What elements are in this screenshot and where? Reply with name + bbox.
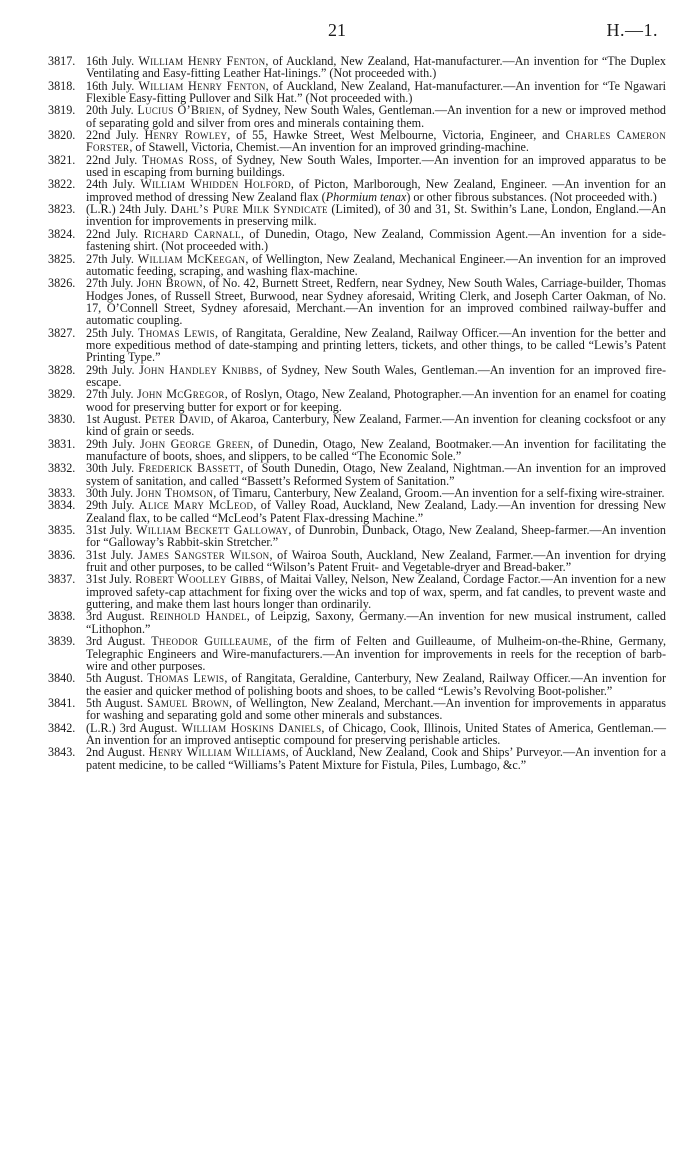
entry-date: (L.R.) 24th July. bbox=[86, 202, 167, 217]
patent-entry bbox=[48, 462, 666, 487]
entry-date: 1st August. bbox=[86, 411, 142, 426]
page-header bbox=[0, 20, 700, 44]
patent-entry bbox=[48, 55, 666, 80]
applicant-name: Samuel Brown bbox=[147, 695, 230, 710]
entry-description: , of Auckland, New Zealand, Hat-manufacturer.—An invention for “Te Ngawari Flexible Easy-fitting Pullover and Silk Hat.” (Not proceeded with.) bbox=[86, 78, 666, 106]
entry-description: , of Valley Road, Auckland, New Zealand, Lady.—An invention for dressing New Zealand flax, to be called “McLeod’s Patent Flax-dressing Machine.” bbox=[86, 498, 666, 525]
entry-description: , of No. 42, Burnett Street, Redfern, near Sydney, New South Wales, Carriage-builder, Thomas Hodges Jones, of Russell Street, Burwood, near Sydney aforesaid, Writing Clerk, and Joseph Carter Oakman, of No. 17, O’Connell Street, Sydney aforesaid, Merchant.—An invention for an improved combined railway-buffer and automatic coupling. bbox=[86, 276, 666, 328]
entry-date: 16th July. bbox=[86, 54, 135, 68]
entry-text bbox=[86, 462, 666, 487]
patent-entry bbox=[48, 697, 666, 722]
applicant-name: William Henry Fenton bbox=[138, 54, 266, 68]
entry-number: 3826. bbox=[48, 276, 76, 291]
entry-text bbox=[86, 697, 666, 722]
patent-entry bbox=[48, 228, 666, 253]
entry-number: 3837. bbox=[48, 572, 76, 587]
entry-text bbox=[86, 228, 666, 253]
applicant-name: William Whidden Holford bbox=[140, 177, 291, 192]
entry-number: 3829. bbox=[48, 387, 76, 402]
entry-date: 22nd July. bbox=[86, 128, 139, 143]
entry-number: 3820. bbox=[48, 128, 76, 143]
patent-entry bbox=[48, 364, 666, 389]
entry-number: 3842. bbox=[48, 720, 76, 735]
patent-entry bbox=[48, 610, 666, 635]
applicant-name: Theodor Guilleaume bbox=[151, 634, 269, 649]
applicant-name: John Handley Knibbs bbox=[139, 362, 260, 377]
entry-text bbox=[86, 722, 666, 747]
entry-number: 3827. bbox=[48, 325, 76, 340]
patent-entry bbox=[48, 277, 666, 326]
entry-text bbox=[86, 672, 666, 697]
entry-description: , of Wellington, New Zealand, Merchant.—An invention for improvements in apparatus for washing and separating gold and some other minerals and substances. bbox=[86, 695, 667, 723]
series-reference: H.—1. bbox=[606, 20, 658, 40]
entry-text bbox=[86, 635, 666, 672]
entry-text bbox=[86, 413, 666, 438]
entry-description: , of Dunedin, Otago, New Zealand, Bootmaker.—An invention for facilitating the manufacture of boots, shoes, and slippers, to be called “The Economic Sole.” bbox=[86, 436, 666, 463]
entry-text bbox=[86, 104, 666, 129]
entry-description: , of Maitai Valley, Nelson, New Zealand, Cordage Factor.—An invention for a new improved safety-cap attachment for fixing over the wicks and top of wax, sperm, and fat candles, to prevent waste and guttering, and make them last hours longer than ordinarily. bbox=[86, 572, 666, 612]
entry-text bbox=[86, 327, 666, 364]
entry-description: , of Sydney, New South Wales, Gentleman.—An invention for an improved fire-escape. bbox=[86, 362, 667, 389]
entry-text bbox=[86, 499, 666, 524]
entry-description: , of Rangitata, Geraldine, Canterbury, New Zealand, Railway Officer.—An invention for the easier and quicker method of polishing boots and shoes, to be called “Lewis’s Revolving Boot-polisher.” bbox=[86, 671, 666, 698]
patent-entry bbox=[48, 549, 666, 574]
applicant-name: Frederick Bassett bbox=[138, 461, 241, 476]
entry-text bbox=[86, 129, 666, 154]
botanical-name: Phormium tenax bbox=[325, 189, 407, 204]
applicant-name: Lucius O’Brien bbox=[137, 103, 222, 118]
entry-description: , of Picton, Marlborough, New Zealand, Engineer. —An invention for an improved method of dressing New Zealand flax ( bbox=[86, 177, 666, 204]
patent-entry bbox=[48, 104, 666, 129]
applicant-name: Dahl’s Pure Milk Syndicate bbox=[170, 202, 328, 217]
entry-description: , of South Dunedin, Otago, New Zealand, Nightman.—An invention for an improved system of sanitation, and called “Bassett’s Reformed System of Sanitation.” bbox=[86, 461, 666, 488]
entry-text bbox=[86, 203, 666, 228]
entry-text bbox=[86, 277, 666, 326]
applicant-name: Henry William Williams bbox=[148, 745, 286, 760]
entry-number: 3830. bbox=[48, 411, 76, 426]
patent-entry bbox=[48, 80, 666, 105]
patent-entry bbox=[48, 129, 666, 154]
entry-date: 3rd August. bbox=[86, 634, 146, 649]
patent-entry bbox=[48, 746, 666, 771]
entry-number: 3834. bbox=[48, 498, 76, 513]
patent-entry bbox=[48, 253, 666, 278]
entry-number: 3821. bbox=[48, 152, 76, 167]
entry-date: 31st July. bbox=[86, 523, 133, 538]
patent-entry bbox=[48, 178, 666, 203]
entry-number: 3822. bbox=[48, 177, 76, 192]
entry-number: 3839. bbox=[48, 634, 76, 649]
entry-date: 31st July. bbox=[86, 547, 134, 562]
applicant-name: John George Green bbox=[139, 436, 251, 451]
entry-date: 30th July. bbox=[86, 461, 135, 476]
entry-number: 3818. bbox=[48, 78, 76, 93]
entry-description: , of Auckland, New Zealand, Cook and Ships’ Purveyor.—An invention for a patent medicine, to be called “Williams’s Patent Mixture for Fistula, Piles, Lumbago, &c.” bbox=[86, 745, 666, 772]
entry-date: 5th August. bbox=[86, 695, 143, 710]
entry-number: 3833. bbox=[48, 486, 76, 501]
entry-number: 3840. bbox=[48, 671, 76, 686]
entry-date: 30th July. bbox=[86, 486, 134, 501]
co-applicant-name: Charles Cameron Forster bbox=[86, 128, 667, 155]
page-number: 21 bbox=[328, 20, 346, 40]
patent-entry bbox=[48, 413, 666, 438]
entry-description: , of Dunedin, Otago, New Zealand, Commission Agent.—An invention for a side-fastening shirt. (Not proceeded with.) bbox=[86, 226, 666, 254]
patent-entry-list bbox=[48, 55, 666, 771]
entry-number: 3841. bbox=[48, 695, 76, 710]
applicant-name: William Beckett Galloway bbox=[135, 523, 289, 538]
patent-entry bbox=[48, 438, 666, 463]
entry-number: 3836. bbox=[48, 547, 76, 562]
entry-date: 2nd August. bbox=[86, 745, 146, 760]
entry-date: 29th July. bbox=[86, 362, 135, 377]
entry-description: , of Chicago, Cook, Illinois, United States of America, Gentleman.—An invention for an improved antiseptic compound for preserving perishable articles. bbox=[86, 720, 666, 747]
entry-date: 20th July. bbox=[86, 103, 134, 118]
entry-description: , of Sydney, New South Wales, Importer.—An invention for an improved apparatus to be used in escaping from burning buildings. bbox=[86, 152, 666, 180]
entry-date: 27th July. bbox=[86, 251, 134, 266]
entry-text bbox=[86, 55, 666, 80]
applicant-name: William Henry Fenton bbox=[138, 78, 266, 93]
entry-number: 3831. bbox=[48, 436, 76, 451]
patent-entry bbox=[48, 573, 666, 610]
applicant-name: John McGregor bbox=[137, 387, 225, 402]
entry-date: (L.R.) 3rd August. bbox=[86, 720, 178, 735]
entry-date: 16th July. bbox=[86, 78, 135, 93]
entry-text bbox=[86, 524, 666, 549]
entry-description: , of Leipzig, Saxony, Germany.—An invention for new musical instrument, called “Lithophon.” bbox=[86, 609, 666, 636]
entry-date: 27th July. bbox=[86, 387, 134, 402]
entry-number: 3832. bbox=[48, 461, 76, 476]
patent-entry bbox=[48, 672, 666, 697]
applicant-name: William McKeegan bbox=[137, 251, 246, 266]
applicant-name: Thomas Lewis bbox=[147, 671, 225, 686]
applicant-name: John Brown bbox=[136, 276, 203, 291]
patent-entry bbox=[48, 722, 666, 747]
entry-date: 24th July. bbox=[86, 177, 136, 192]
applicant-name: Reinhold Handel bbox=[149, 609, 247, 624]
entry-date: 31st July. bbox=[86, 572, 132, 587]
entry-number: 3823. bbox=[48, 202, 76, 217]
entry-number: 3843. bbox=[48, 745, 76, 760]
entry-number: 3825. bbox=[48, 251, 76, 266]
entry-description: , of Auckland, New Zealand, Hat-manufacturer.—An invention for “The Duplex Ventilating and Easy-fitting Leather Hat-linings.” (Not proceeded with.) bbox=[86, 54, 667, 81]
entry-description: , of the firm of Felten and Guilleaume, of Mulheim-on-the-Rhine, Germany, Telegraphic Engineers and Wire-manufacturers.—An invention for improvements in reels for the reception of barb-wire and other purposes. bbox=[86, 634, 666, 673]
entry-text bbox=[86, 80, 666, 105]
entry-description: , of Roslyn, Otago, New Zealand, Photographer.—An invention for an enamel for coating wood for preserving butter for export or for keeping. bbox=[86, 387, 666, 414]
applicant-name: Richard Carnall bbox=[143, 226, 241, 241]
entry-description-cont: , of Stawell, Victoria, Chemist.—An invention for an improved grinding-machine. bbox=[129, 140, 529, 155]
applicant-name: William Hoskins Daniels bbox=[181, 720, 322, 735]
applicant-name: Thomas Ross bbox=[141, 152, 215, 167]
entry-number: 3819. bbox=[48, 103, 76, 118]
patent-entry bbox=[48, 154, 666, 179]
entry-description: (Limited), of 30 and 31, St. Swithin’s Lane, London, England.—An invention for improvements in preserving milk. bbox=[86, 202, 666, 229]
entry-description: , of Akaroa, Canterbury, New Zealand, Farmer.—An invention for cleaning cocksfoot or any kind of grain or seeds. bbox=[86, 411, 666, 439]
patent-entry bbox=[48, 499, 666, 524]
applicant-name: James Sangster Wilson bbox=[138, 547, 270, 562]
entry-text bbox=[86, 154, 666, 179]
entry-number: 3835. bbox=[48, 523, 76, 538]
entry-number: 3824. bbox=[48, 226, 76, 241]
applicant-name: Peter David bbox=[144, 411, 211, 426]
entry-date: 5th August. bbox=[86, 671, 144, 686]
entry-description: , of Timaru, Canterbury, New Zealand, Groom.—An invention for a self-fixing wire-strainer. bbox=[213, 486, 665, 501]
entry-description: , of Dunrobin, Dunback, Otago, New Zealand, Sheep-farmer.—An invention for “Galloway’s Rabbit-skin Stretcher.” bbox=[86, 523, 666, 550]
patent-entry bbox=[48, 524, 666, 549]
entry-date: 22nd July. bbox=[86, 226, 139, 241]
entry-description: , of Wellington, New Zealand, Mechanical Engineer.—An invention for an improved automatic feeding, scraping, and washing flax-machine. bbox=[86, 251, 666, 278]
entry-date: 25th July. bbox=[86, 325, 135, 340]
entry-description: , of 55, Hawke Street, West Melbourne, Victoria, Engineer, and bbox=[227, 128, 566, 143]
applicant-name: Robert Woolley Gibbs bbox=[135, 572, 261, 587]
applicant-name: Henry Rowley bbox=[144, 128, 228, 143]
entry-date: 29th July. bbox=[86, 498, 135, 513]
entry-text bbox=[86, 746, 666, 771]
entry-number: 3817. bbox=[48, 54, 76, 68]
patent-entry bbox=[48, 327, 666, 364]
patent-entry bbox=[48, 635, 666, 672]
entry-number: 3838. bbox=[48, 609, 76, 624]
entry-text bbox=[86, 610, 666, 635]
entry-text bbox=[86, 388, 666, 413]
patent-entry bbox=[48, 203, 666, 228]
entry-text bbox=[86, 549, 666, 574]
entry-description-cont: ) or other fibrous substances. (Not proceeded with.) bbox=[406, 189, 657, 204]
entry-number: 3828. bbox=[48, 362, 76, 377]
entry-description: , of Rangitata, Geraldine, New Zealand, Railway Officer.—An invention for the better and more expeditious method of date-stamping and printing letters, tickets, and other things, to be called “Lewis’s Patent Printing Type.” bbox=[86, 325, 666, 365]
entry-description: , of Sydney, New South Wales, Gentleman.—An invention for a new or improved method of separating gold and silver from ores and minerals containing them. bbox=[86, 103, 667, 130]
entry-date: 27th July. bbox=[86, 276, 134, 291]
entry-text bbox=[86, 573, 666, 610]
entry-text bbox=[86, 438, 666, 463]
entry-text bbox=[86, 364, 666, 389]
patent-entry bbox=[48, 388, 666, 413]
entry-date: 29th July. bbox=[86, 436, 136, 451]
entry-text bbox=[86, 253, 666, 278]
entry-date: 3rd August. bbox=[86, 609, 145, 624]
entry-description: , of Wairoa South, Auckland, New Zealand, Farmer.—An invention for drying fruit and other purposes, to be called “Wilson’s Patent Fruit- and Vegetable-dryer and Bread-baker.” bbox=[86, 547, 666, 575]
applicant-name: Thomas Lewis bbox=[138, 325, 215, 340]
entry-text bbox=[86, 178, 666, 203]
applicant-name: Alice Mary McLeod bbox=[138, 498, 254, 513]
entry-date: 22nd July. bbox=[86, 152, 138, 167]
applicant-name: John Thomson bbox=[136, 486, 214, 501]
